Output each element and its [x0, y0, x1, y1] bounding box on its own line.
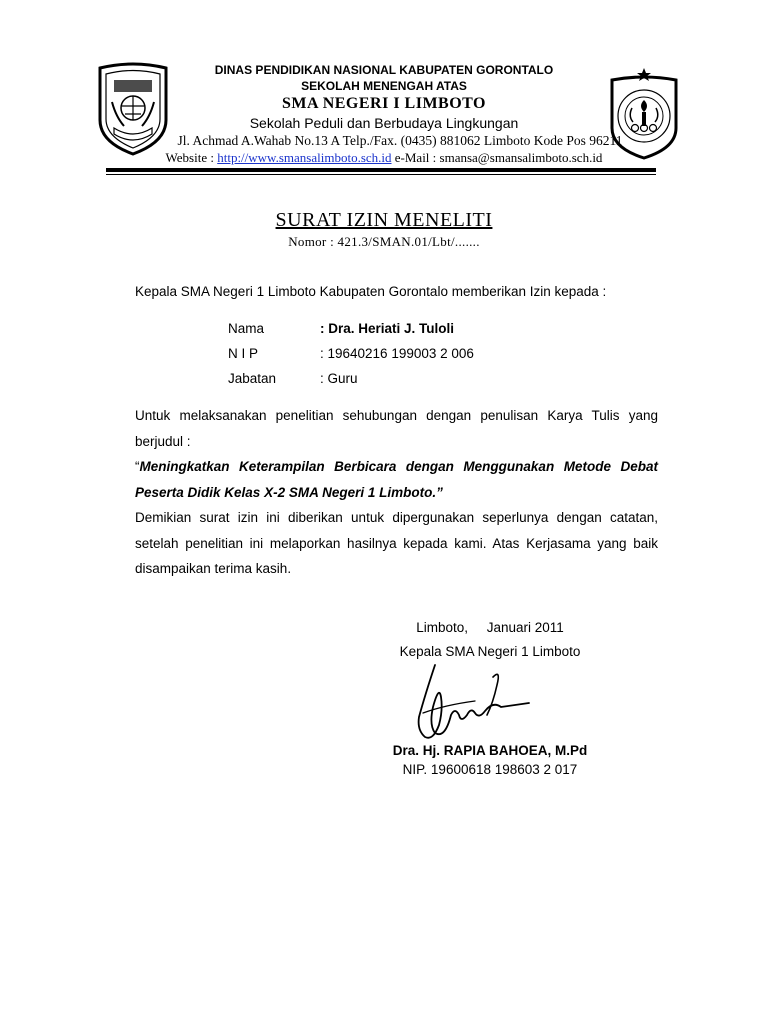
school-name: SMA NEGERI I LIMBOTO [282, 95, 486, 112]
signatory-name: Dra. Hj. RAPIA BAHOEA, M.Pd [392, 743, 588, 758]
website-label: Website : [165, 150, 214, 165]
purpose-text: Untuk melaksanakan penelitian sehubungan dengan penulisan Karya Tulis yang berjudul : [135, 408, 658, 449]
document-number: Nomor : 421.3/SMAN.01/Lbt/....... [288, 234, 480, 249]
body-paragraph [135, 403, 658, 582]
field-value-name: : Dra. Heriati J. Tuloli [320, 321, 455, 336]
intro-text: Kepala SMA Negeri 1 Limboto Kabupaten Gorontalo memberikan Izin kepada : [135, 284, 607, 299]
header-divider-thick [106, 168, 656, 172]
contact-line [0, 150, 768, 166]
website-link[interactable]: http://www.smansalimboto.sch.id [217, 150, 392, 165]
research-title: Meningkatkan Keterampilan Berbicara dengan Menggunakan Metode Debat Peserta Didik Kelas X-2 SMA Negeri 1 Limboto.” [135, 459, 658, 500]
document-title: SURAT IZIN MENELITI [275, 209, 493, 231]
school-level: SEKOLAH MENENGAH ATAS [301, 79, 467, 93]
quote-mark: “ [135, 459, 140, 474]
field-value-position: : Guru [320, 371, 358, 386]
closing-text: Demikian surat izin ini diberikan untuk dipergunakan seperlunya dengan catatan, setelah penelitian ini melaporkan hasilnya kepada kami. Atas Kerjasama yang baik disampaikan terima kasih. [135, 510, 658, 576]
school-motto: Sekolah Peduli dan Berbudaya Lingkungan [249, 115, 519, 131]
signatory-nip: NIP. 19600618 198603 2 017 [402, 762, 578, 777]
field-label-position: Jabatan [228, 371, 277, 386]
signature-position: Kepala SMA Negeri 1 Limboto [399, 644, 581, 659]
signature-place-date: Limboto, Januari 2011 [416, 620, 564, 635]
field-label-nip: N I P [228, 346, 259, 361]
school-address: Jl. Achmad A.Wahab No.13 A Telp./Fax. (0435) 881062 Limboto Kode Pos 96211 [177, 133, 623, 148]
header-divider-thin [106, 174, 656, 175]
email-text: e-Mail : smansa@smansalimboto.sch.id [394, 150, 603, 165]
field-value-nip: : 19640216 199003 2 006 [320, 346, 474, 361]
agency-name: DINAS PENDIDIKAN NASIONAL KABUPATEN GORONTALO [214, 63, 554, 77]
handwritten-signature [405, 655, 535, 750]
field-label-name: Nama [228, 321, 265, 336]
